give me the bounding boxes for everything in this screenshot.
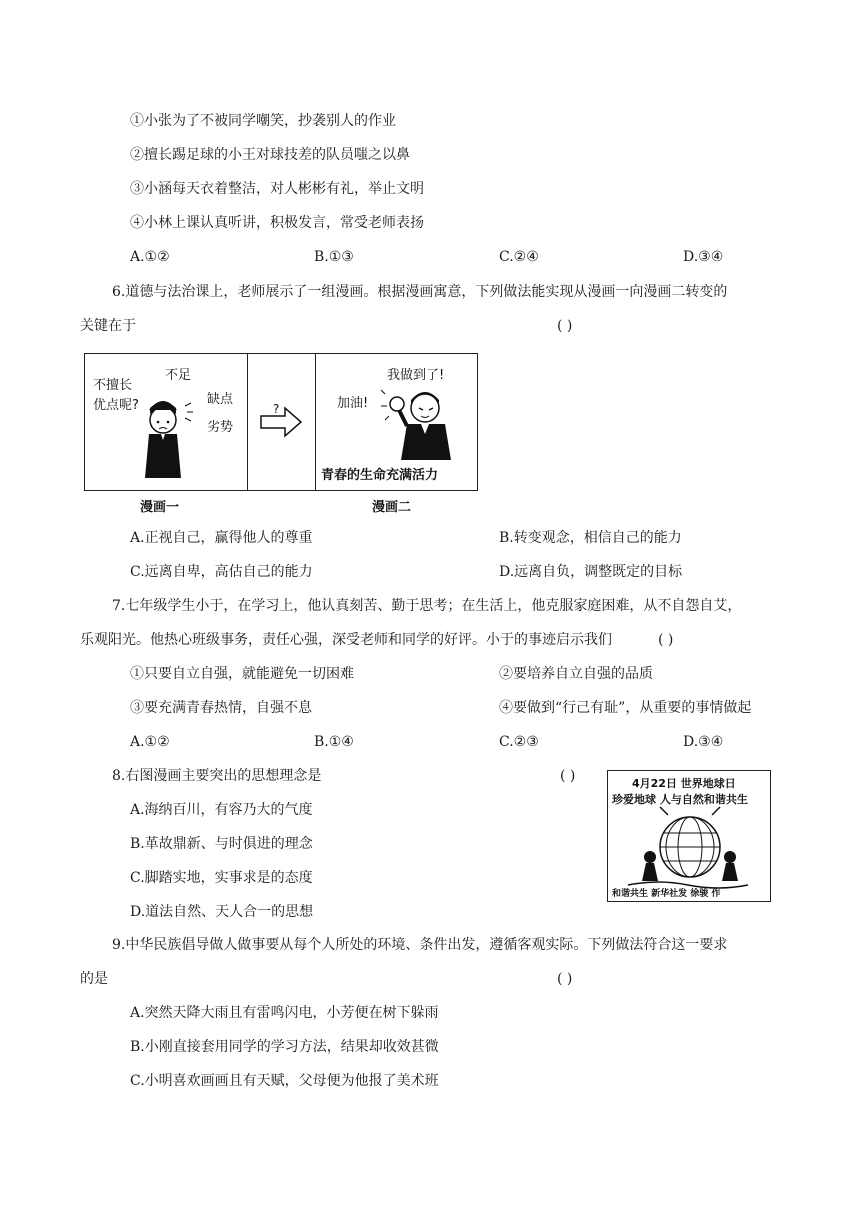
q9-choice-b: B.小刚直接套用同学的学习方法，结果却收效甚微: [130, 1039, 439, 1055]
q7-option-3: ③要充满青春热情，自强不息: [130, 700, 312, 716]
comic-question-mark: ?: [273, 402, 280, 416]
q8-choice-d: D.道法自然、天人合一的思想: [130, 904, 314, 920]
q7-option-4: ④要做到“行己有耻”，从重要的事情做起: [499, 700, 752, 716]
q7-choice-a: A.①②: [130, 734, 170, 750]
comic1-text-5: 劣势: [207, 420, 234, 435]
comic1-text-3: 优点呢?: [93, 398, 139, 413]
comic2-text-3: 青春的生命充满活力: [321, 468, 439, 483]
q5-option-2: ②擅长踢足球的小王对球技差的队员嗤之以鼻: [130, 147, 410, 163]
q7-answer-paren: ( ): [658, 632, 674, 648]
poster-line-2: 珍爱地球 人与自然和谐共生: [612, 793, 748, 806]
q9-choice-c: C.小明喜欢画画且有天赋，父母便为他报了美术班: [130, 1073, 439, 1089]
comic1-text-2: 不足: [165, 368, 192, 383]
q9-stem-line2: 的是: [80, 971, 108, 987]
q6-choice-d: D.远离自负，调整既定的目标: [499, 564, 683, 580]
q9-stem-line1: 9.中华民族倡导做人做事要从每个人所处的环境、条件出发，遵循客观实际。下列做法符合这一要求: [112, 937, 728, 953]
q6-answer-paren: ( ): [557, 318, 573, 334]
q7-option-1: ①只要自立自强，就能避免一切困难: [130, 666, 354, 682]
comic-caption-1: 漫画一: [140, 500, 180, 515]
q5-choice-b: B.①③: [314, 249, 354, 265]
comic-panel-1: [85, 354, 248, 490]
poster-line-1: 4月22日 世界地球日: [632, 777, 736, 790]
q6-choice-c: C.远离自卑，高估自己的能力: [130, 564, 313, 580]
earth-day-poster: [607, 770, 771, 902]
q7-choice-b: B.①④: [314, 734, 354, 750]
q6-comic: [84, 353, 478, 491]
q5-choice-c: C.②④: [499, 249, 539, 265]
q6-stem-line1: 6.道德与法治课上，老师展示了一组漫画。根据漫画寓意，下列做法能实现从漫画一向漫画二转变的: [112, 284, 728, 300]
globe-illustration: [608, 805, 770, 895]
comic1-text-1: 不擅长: [93, 378, 133, 393]
comic-caption-2: 漫画二: [372, 500, 412, 515]
poster-footer: 和谐共生 新华社发 徐骏 作: [612, 889, 721, 899]
q8-choice-c: C.脚踏实地，实事求是的态度: [130, 870, 313, 886]
comic-panel-2: [315, 354, 477, 490]
q6-choice-a: A.正视自己，赢得他人的尊重: [130, 530, 313, 546]
q9-choice-a: A.突然天降大雨且有雷鸣闪电，小芳便在树下躲雨: [130, 1005, 439, 1021]
q6-choice-b: B.转变观念，相信自己的能力: [499, 530, 682, 546]
q8-answer-paren: ( ): [560, 768, 576, 784]
cheering-boy-figure: [315, 354, 475, 464]
q5-choice-d: D.③④: [683, 249, 724, 265]
q9-answer-paren: ( ): [557, 971, 573, 987]
q7-stem-line1: 7.七年级学生小于，在学习上，他认真刻苦、勤于思考；在生活上，他克服家庭困难，从不自怨自艾，: [112, 598, 742, 614]
sad-boy-figure: [85, 354, 245, 490]
comic2-text-1: 我做到了!: [387, 368, 445, 383]
arrow-right-icon: [247, 354, 315, 490]
comic-panel-arrow: [247, 354, 316, 490]
q7-choice-d: D.③④: [683, 734, 724, 750]
q8-choice-b: B.革故鼎新、与时俱进的理念: [130, 836, 313, 852]
q6-stem-line2: 关键在于: [80, 318, 136, 334]
q8-stem: 8.右图漫画主要突出的思想理念是: [112, 768, 322, 784]
q5-option-1: ①小张为了不被同学嘲笑，抄袭别人的作业: [130, 113, 396, 129]
q7-stem-line2: 乐观阳光。他热心班级事务，责任心强，深受老师和同学的好评。小于的事迹启示我们: [80, 632, 612, 648]
q7-choice-c: C.②③: [499, 734, 539, 750]
q8-choice-a: A.海纳百川，有容乃大的气度: [130, 802, 313, 818]
comic2-text-2: 加油!: [337, 396, 369, 411]
comic1-text-4: 缺点: [207, 392, 234, 407]
q7-option-2: ②要培养自立自强的品质: [499, 666, 653, 682]
q5-option-3: ③小涵每天衣着整洁，对人彬彬有礼，举止文明: [130, 181, 424, 197]
q5-choice-a: A.①②: [130, 249, 170, 265]
q5-option-4: ④小林上课认真听讲，积极发言，常受老师表扬: [130, 215, 424, 231]
